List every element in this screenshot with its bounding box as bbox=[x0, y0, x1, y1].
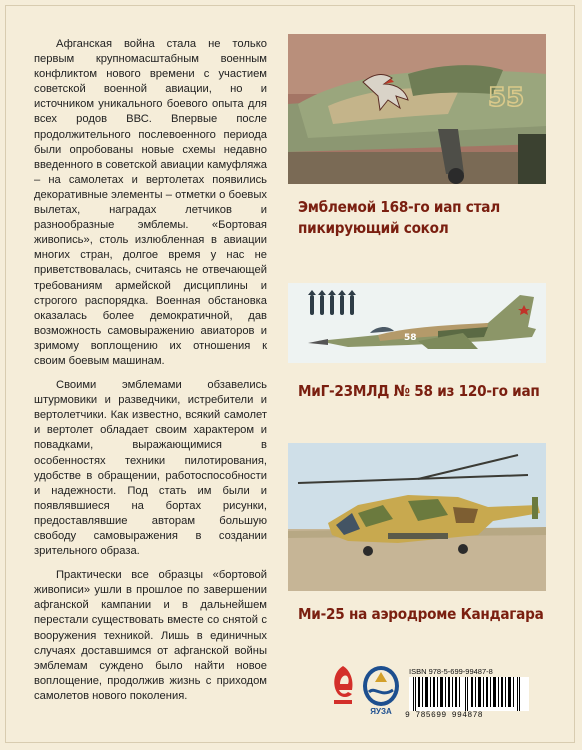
yauza-logo-icon bbox=[361, 664, 401, 708]
photo-mig23-falcon-emblem bbox=[288, 34, 546, 184]
photo-mig23mld-profile bbox=[288, 283, 546, 363]
body-text-column bbox=[34, 37, 267, 713]
photo-mi25-kandahar bbox=[288, 443, 546, 591]
body-paragraph-2: Своими эмблемами обзавелись штурмовики и разведчики, истребители и вертолетчики. Как известно, всякий самолет и вертолет обладает своим характером и повадками, выражающимися в особенностях техники пилотирования, удобстве в обращении, работоспособности и надежности. Под стать им были и появлявшиеся на бортах рисунки, предоставлявшие авторам большую свободу самовыражения в создании зрительного образа. bbox=[34, 379, 267, 558]
yauza-logo-text: ЯУЗА bbox=[370, 707, 392, 716]
body-paragraph-1: Афганская война стала не только первым крупномасштабным военным конфликтом нового времени с участием советской военной авиации, но и источником уникального боевого опыта для всех родов ВВС. Впервые после продолжительного послевоенного периода были опробованы новые схемы недавно введенного в советской авиации камуфляжа – на самолетах и вертолетах появились декоративные элементы – отметки о боевых вылетах, наградах летчиков и разнообразные эмблемы. «Бортовая живопись», столь излюбленная в авиации многих стран, долгое время у нас не приветствовалась, считаясь не отвечающей требованиям армейской дисциплины и строгого распорядка. Военная обстановка оказалась более демократичной, дав возможность самовыражению авиаторов и зримому воплощению их отношения к своим боевым машинам. bbox=[34, 38, 267, 367]
caption-mig23mld: МиГ-23МЛД № 58 из 120-го иап bbox=[298, 382, 540, 400]
body-paragraph-3: Практически все образцы «бортовой живописи» ушли в прошлое по завершении афганской кампании и в дальнейшем перестали существовать вместе со снятой с вооружения техникой. Лишь в единичных случаях доставшимся от афганской войны эмблемам суждено было найти новое воплощение, продолжив жизнь с приходом самолетов нового поколения. bbox=[34, 569, 267, 702]
mi25-helicopter-illustration bbox=[288, 443, 546, 591]
mig23mld-profile-illustration bbox=[288, 283, 546, 363]
isbn-barcode bbox=[409, 677, 529, 711]
tail-number-55: 55 bbox=[488, 83, 525, 113]
tail-number-58: 58 bbox=[404, 333, 417, 343]
mig23-nose-illustration bbox=[288, 34, 546, 184]
isbn-text: ISBN 978-5-699-99487-8 bbox=[409, 667, 493, 676]
caption-falcon: Эмблемой 168-го иап стал пикирующий сокол bbox=[298, 198, 500, 237]
barcode-digits: 9 785699 994878 bbox=[405, 711, 533, 720]
eksmo-logo-icon bbox=[330, 664, 356, 706]
caption-mi25: Ми-25 на аэродроме Кандагара bbox=[298, 605, 544, 623]
